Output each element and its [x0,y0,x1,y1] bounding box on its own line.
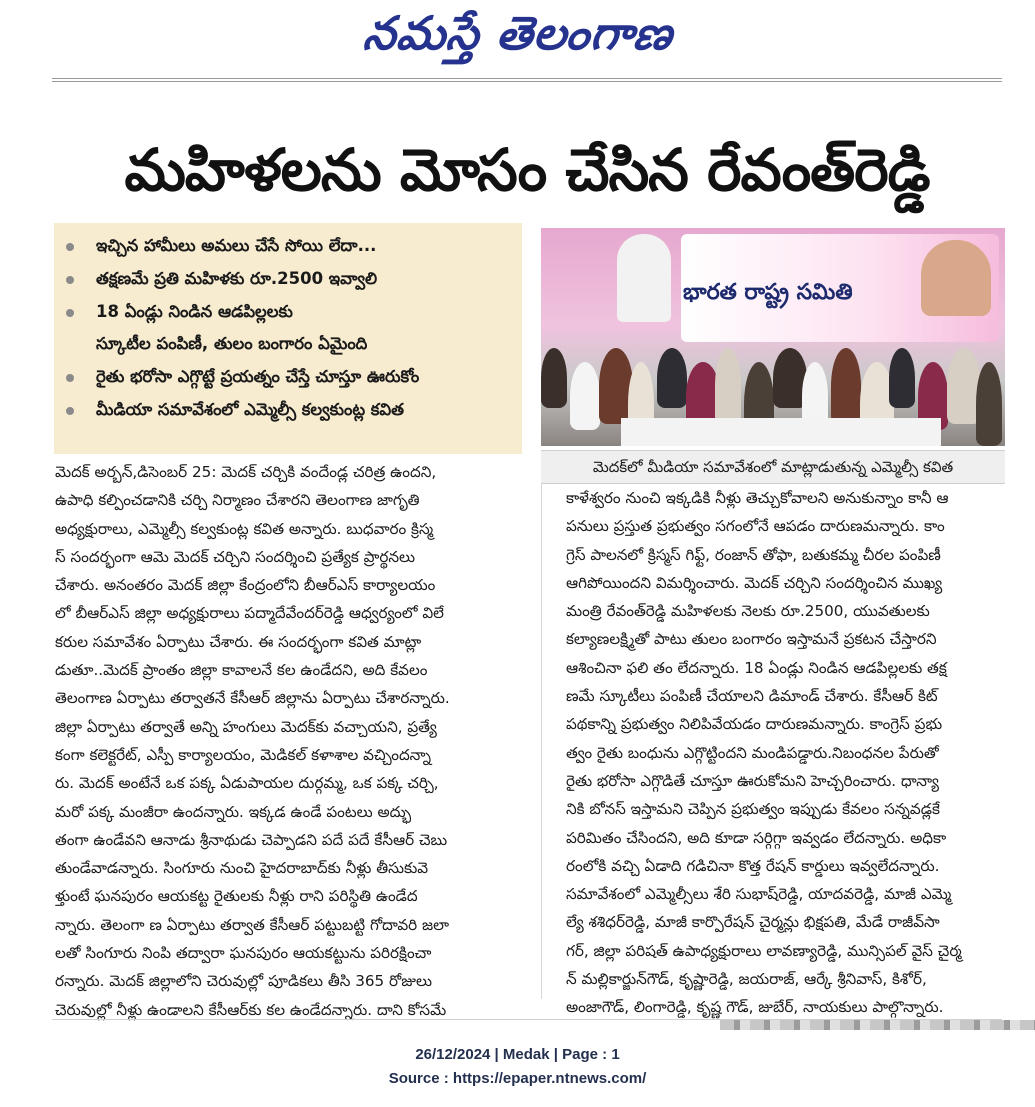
photo-person [541,348,567,408]
footer-source-line: Source : https://epaper.ntnews.com/ [388,1070,647,1087]
article-line: ఉపాధి కల్పించడానికి చర్చి నిర్మాణం చేశారని తెలంగాణ జాగృతి [55,491,420,510]
photo-figure [617,234,671,322]
footer-date-line: 26/12/2024 | Medak | Page : 1 [415,1046,620,1063]
photo-banner-text: భారత రాష్ట్ర సమితి [683,280,853,305]
article-line: పనులు ప్రస్తుత ప్రభుత్వం సగంలోనే ఆపడం దారుణమన్నారు. కాం [566,517,945,536]
photo-person [657,348,687,408]
photo-person [715,348,741,424]
article-line: కల్యాణలక్ష్మితో పాటు తులం బంగారం ఇస్తామనే ప్రకటన చేస్తారని [566,630,937,649]
photo-person [831,348,861,424]
article-line: మెదక్ అర్బన్,డిసెంబర్ 25: మెదక్ చర్చికి వందేండ్ల చరిత్ర ఉందని, [55,463,437,481]
article-line: తెలంగాణ ఏర్పాటు తర్వాతనే కేసీఆర్ జిల్లాను ఏర్పాటు చేశారన్నారు. [55,689,450,708]
highlight-text: మీడియా సమావేశంలో ఎమ్మెల్సీ కల్వకుంట్ల కవిత [96,400,404,419]
article-column-right [566,484,1002,1017]
highlight-item [64,399,514,421]
bullet-icon [66,407,74,415]
footer [0,1043,1035,1091]
bullet-icon [66,374,74,382]
masthead [0,0,1035,74]
article-column-left [55,458,522,1019]
article-line: రైతు భరోసా ఎగ్గొడితే చూస్తూ ఊరుకోమని హెచ్చరించారు. ధాన్యా [566,771,939,790]
article-line: చెరువుల్లో నీళ్లు ఉండాలని కేసీఆర్‌కు కల ఉండేదన్నారు. దాని కోసమే [55,1000,447,1019]
highlight-text: ఇచ్చిన హామీలు అమలు చేసే సోయి లేదా... [96,236,377,255]
photo-person [976,362,1002,446]
photo-person [889,348,915,408]
masthead-rule [52,78,1002,79]
article-line: అంజాగౌడ్, లింగారెడ్డి, కృష్ణ గౌడ్, జుబేర్, నాయకులు పాల్గొన్నారు. [566,998,944,1017]
highlights-box [54,223,522,454]
article-line: స్ సందర్భంగా ఆమె మెదక్ చర్చిని సందర్శించి ప్రత్యేక ప్రార్థనలు [55,547,416,566]
article-line: ళ్తుంటే ఘనపురం ఆయకట్ట రైతులకు నీళ్లు రాని పరిస్థితి ఉండేద [55,887,418,906]
photo-table [621,418,941,446]
article-line: పరిమితం చేసిందని, అది కూడా సర్గిగ్గా ఇవ్వడం లేదన్నారు. అధికా [566,828,947,847]
article-line: కరుల సమావేశం ఏర్పాటు చేశారు. ఈ సందర్భంగా కవిత మాట్లా [55,632,422,651]
article-line: గర్, జిల్లా పరిషత్ ఉపాధ్యక్షురాలు లావణ్యారెడ్డి, మున్సిపల్ వైస్ చైర్మ [566,941,962,960]
article-line: మంత్రి రేవంత్‌రెడ్డి మహిళలకు నెలకు రూ.2500, యువతులకు [566,602,930,621]
article-line: న్ మల్లికార్జున్‌గౌడ్, కృష్ణారెడ్డి, జయరాజ్, ఆర్కే శ్రీనివాస్, కిశోర్, [566,970,927,989]
bullet-icon [66,276,74,284]
article-line: గ్రెస్ పాలనలో క్రిస్మస్ గిఫ్ట్, రంజాన్ తోఫా, బతుకమ్మ చీరల పంపిణీ [566,545,941,564]
article-line: ల్యే శశిధర్‌రెడ్డి, మాజీ కార్పొరేషన్ చైర్మన్లు భిక్షపతి, మేడే రాజీవ్‌సా [566,913,940,932]
article-headline: మహిళలను మోసం చేసిన రేవంత్‌రెడ్డి [124,136,930,204]
highlight-item [64,366,514,388]
article-line: అధ్యక్షురాలు, ఎమ్మెల్సీ కల్వకుంట్ల కవిత అన్నారు. బుధవారం క్రిస్మ [55,519,434,538]
highlight-text: రైతు భరోసా ఎగ్గొట్టే ప్రయత్నం చేస్తే చూస్తూ ఊరుకోం [96,367,420,386]
article-line: లో బీఆర్ఎస్ జిల్లా అధ్యక్షురాలు పద్మాదేవేందర్‌రెడ్డి ఆధ్వర్యంలో విలే [55,604,444,623]
article-line: ఆశించినా ఫలి తం లేదన్నారు. 18 ఏండ్లు నిండిన ఆడపిల్లలకు తక్ష [566,658,947,677]
article-line: పథకాన్ని ప్రభుత్వం నిలిపివేయడం దారుణమన్నారు. కాంగ్రెస్ ప్రభు [566,715,943,734]
photo-caption: మెదక్‌లో మీడియా సమావేశంలో మాట్లాడుతున్న ఎమ్మెల్సీ కవిత [541,450,1005,484]
article-line: ణమే స్కూటీలు పంపిణీ చేయాలని డిమాండ్ చేశారు. కేసీఆర్ కిట్ [566,687,938,706]
article-line: తుండేవాడన్నారు. సింగూరు నుంచి హైదరాబాద్‌కు నీళ్లు తీసుకువె [55,859,428,878]
article-line: త్వం రైతు బంధును ఎగ్గొట్టిందని మండిపడ్డారు.నిబంధనల పేరుతో [566,743,939,762]
highlight-item [64,301,514,355]
article-line: లతో సింగూరు నింపి తద్వారా ఘనపురం ఆయకట్టును పరిరక్షించా [55,944,432,963]
article-line: రంలోకి వచ్చి ఏడాది గడిచినా కొత్త రేషన్ కార్డులు ఇవ్వలేదన్నారు. [566,856,940,875]
article-line: జిల్లా ఏర్పాటు తర్వాతే అన్ని హంగులు మెదక్‌కు వచ్చాయని, ప్రత్యే [55,717,437,736]
article-line: నికి బోనస్ ఇస్తామని చెప్పిన ప్రభుత్వం ఇప్పుడు కేవలం సన్నవడ్లకే [566,800,940,819]
highlight-text-continued: స్కూటీల పంపిణీ, తులం బంగారం ఏమైంది [96,334,368,353]
article-line: రు. మెదక్ అంటేనే ఒక పక్క ఏడుపాయల దుర్గమ్మ, ఒక పక్క చర్చి, [55,774,439,793]
press-meet-photo [541,228,1005,446]
bullet-icon [66,309,74,317]
article-line: రన్నారు. మెదక్ జిల్లాలోని చెరువుల్లో పూడికలు తీసి 365 రోజులు [55,972,432,991]
highlight-text: 18 ఏండ్లు నిండిన ఆడపిల్లలకు [96,302,293,321]
article-line: న్నారు. తెలంగా ణ ఏర్పాటు తర్వాత కేసీఆర్ పట్టుబట్టి గోదావరి జలా [55,915,449,934]
adjacent-clipping-strip [720,1020,1035,1030]
article-line: డుతూ..మెదక్ ప్రాంతం జిల్లా కావాలనే కల ఉండేదని, అది కేవలం [55,661,428,680]
column-divider [541,484,542,999]
photo-figure [921,240,991,316]
article-line: కంగా కలెక్టరేట్, ఎస్పీ కార్యాలయం, మెడికల్ కళాశాల వచ్చిందన్నా [55,745,432,764]
highlight-item [64,235,514,257]
bullet-icon [66,243,74,251]
highlight-text: తక్షణమే ప్రతి మహిళకు రూ.2500 ఇవ్వాలి [96,269,378,288]
highlight-item [64,268,514,290]
article-line: ఆగిపోయిందని విమర్శించారు. మెదక్ చర్చిని సందర్శించిన ముఖ్య [566,573,943,592]
masthead-rule [52,81,1002,82]
article-line: చేశారు. అనంతరం మెదక్ జిల్లా కేంద్రంలోని బీఆర్ఎస్ కార్యాలయం [55,576,436,595]
article-line: కాళేశ్వరం నుంచి ఇక్కడికి నీళ్లు తెచ్చుకోవాలని అనుకున్నాం కానీ ఆ [566,489,949,507]
newspaper-logo: నమస్తే తెలంగాణ [360,6,676,60]
photo-person [570,362,600,430]
article-line: తంగా ఉండేవని ఆనాడు శ్రీనాథుడు చెప్పాడని పదే పదే కేసీఆర్ చెబు [55,830,448,849]
article-line: మరో పక్క మంజీరా ఉందన్నారు. ఇక్కడ ఉండే పంటలు అద్భు [55,802,412,821]
article-line: సమావేశంలో ఎమ్మెల్సీలు శేరి సుభాష్‌రెడ్డి, యాదవరెడ్డి, మాజీ ఎమ్మె [566,885,952,904]
